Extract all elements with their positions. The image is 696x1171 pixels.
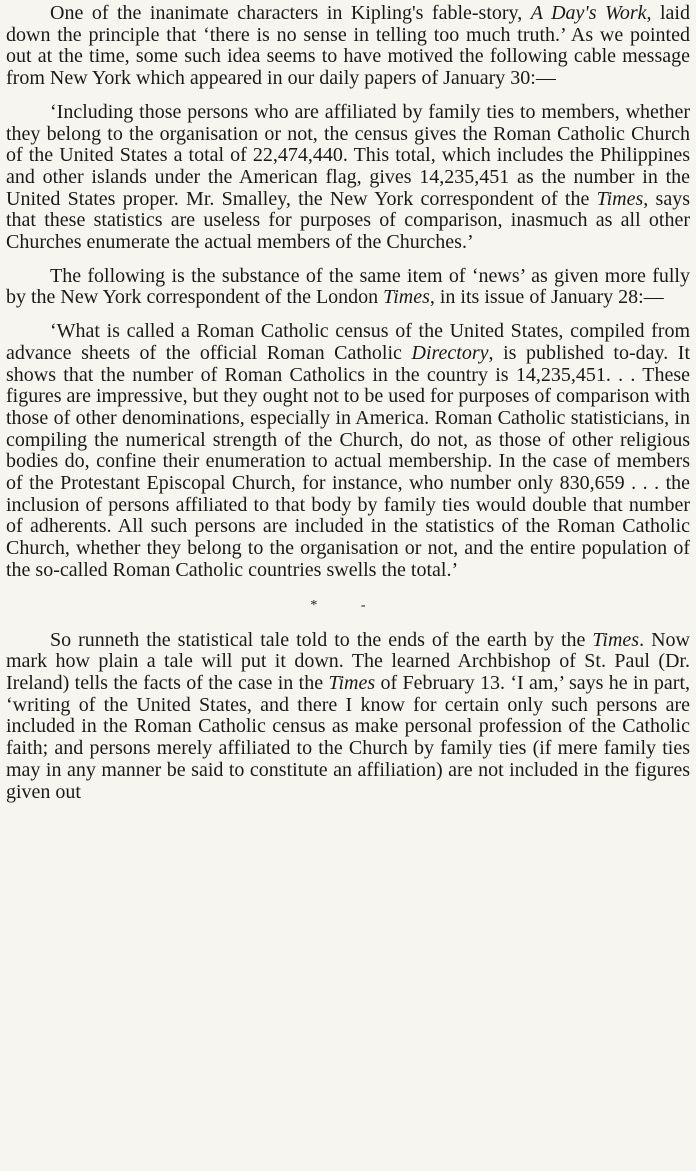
directory-title: Directory bbox=[411, 341, 489, 364]
paragraph-following bbox=[6, 266, 690, 309]
newspaper-title: Times bbox=[328, 671, 376, 694]
text-run: The following is the substance of the same item of ‘news’ as given more fully by the New York correspondent of the London bbox=[6, 264, 690, 309]
newspaper-title: Times bbox=[383, 286, 430, 309]
text-run: , is published to-day. It shows that the number of Roman Catholics in the country is 14,235,451. . . These figures are impressive, but they ought not to be used for purposes of comparison with those of other denominations, especially in America. Roman Catholic statisticians, in compiling the numerical strength of the Church, do not, as those of other religious bodies do, confine their enumeration to actual membership. In the case of members of the Protestant Episcopal Church, for instance, who number only 830,659 . . . the inclusion of persons affiliated to that body by family ties would double that number of adherents. All such persons are included in the statistics of the Roman Catholic Church, whether they belong to the organisation or not, and the entire population of the so-called Roman Catholic countries swells the total.’ bbox=[6, 341, 691, 581]
paragraph-intro bbox=[6, 3, 690, 90]
text-run: ‘Including those persons who are affiliated by family ties to members, whether they belong to the organisation or not, the census gives the Roman Catholic Church of the United States a total of 22,474,440. This total, which includes the Philippines and other islands under the American flag, gives 14,235,451 as the number in the United States proper. Mr. Smalley, the New York correspondent of the bbox=[6, 100, 690, 210]
text-run: ‘What is called a Roman Catholic census of the United States, compiled from advance sheets of the official Roman Catholic bbox=[6, 320, 690, 364]
text-run: So runneth the statistical tale told to the ends of the earth by the bbox=[50, 628, 593, 651]
text-run: of February 13. ‘I am,’ says he in part, ‘writing of the United States, and there I know for certain only such persons are included in the Roman Catholic census as make personal profession of the Catholic faith; and persons merely affiliated to the Church by family ties (if mere family ties may in any manner be said to constitute an affiliation) are not included in the figures given out bbox=[6, 671, 691, 803]
text-run: . Now mark how plain a tale will put it down. The learned Archbishop of St. Paul (Dr. Ireland) tells the facts of the case in the bbox=[6, 628, 690, 694]
paragraph-rebuttal bbox=[6, 630, 690, 804]
text-run: One of the inanimate characters in Kipling's fable-story, bbox=[50, 2, 531, 24]
newspaper-title: Times bbox=[596, 187, 644, 210]
quote-times-correspondent bbox=[6, 321, 690, 581]
text-run: , laid down the principle that ‘there is no sense in telling too much truth.’ As we pointed out at the time, some such idea seems to have motived the following cable message from New York which appeared in our daily papers of January 30:— bbox=[6, 2, 690, 90]
text-run: , says that these statistics are useless for purposes of comparison, inasmuch as all other Churches enumerate the actual members of the Churches.’ bbox=[6, 187, 690, 254]
text-run: , in its issue of January 28:— bbox=[429, 286, 664, 309]
quote-cable-message bbox=[6, 102, 690, 254]
newspaper-title: Times bbox=[592, 628, 640, 651]
story-title: A Day's Work bbox=[530, 2, 647, 24]
section-separator: * - bbox=[310, 597, 386, 613]
